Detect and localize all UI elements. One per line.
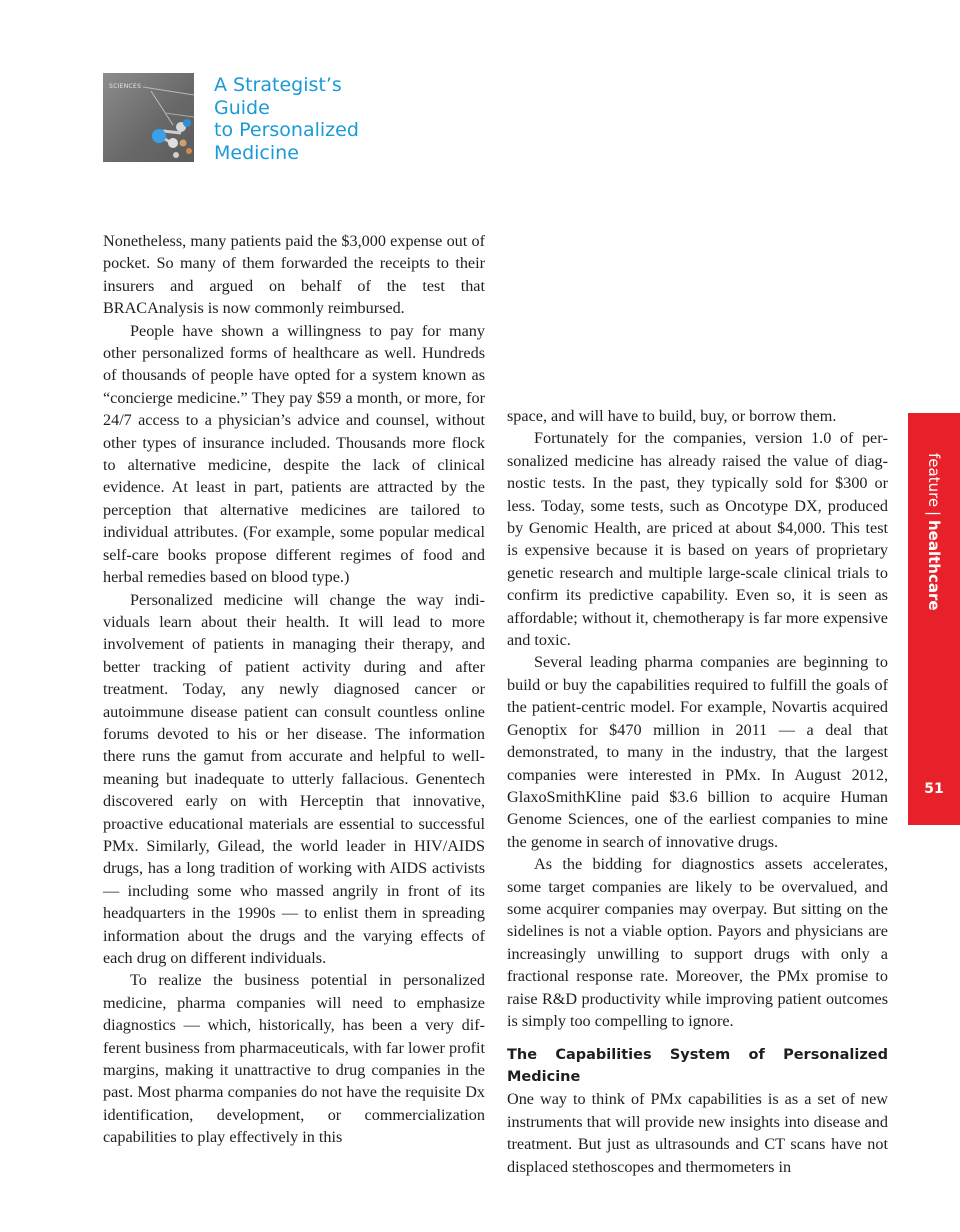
page-number: 51 [924, 781, 944, 797]
section-separator: | [925, 511, 943, 517]
body-paragraph: Nonetheless, many patients paid the $3,000 expense out of pocket. So many of them forwarded the receipts to their insurers and argued on behalf of the test that BRACAnalysis is now commonly reimbursed. [103, 232, 485, 318]
section-tab [908, 413, 960, 825]
thumbnail-label: SCIENCES [109, 83, 142, 90]
molecule-illustration [103, 73, 194, 162]
title-line: Guide [214, 96, 270, 119]
section-name: feature [925, 453, 943, 508]
body-paragraph: People have shown a willingness to pay for many other personalized forms of healthcare as well. Hundreds of thousands of people have opted for a system known as “concierge medicine.” They pay $59 a month, or more, for 24/7 access to a physician’s advice and counsel, without other types of insurance included. Thousands more flock to alternative medicine, despite the lack of clinical evidence. At least in part, patients are attracted by the perception that alternative medicines are tailored to individual attributes. (For example, some popular medical self-care books propose different regimes of food and herbal remedies based on blood type.) [103, 321, 485, 587]
body-paragraph: Several leading pharma companies are beginning to build or buy the capabilities required to fulfill the goals of the patient-centric model. For example, Novartis acquired Genoptix for $470 million in 2011 — a deal that demonstrated, to many in the industry, that the largest companies were interested in PMx. In August 2012, GlaxoSmithKline paid $3.6 billion to acquire Human Genome Sciences, one of the earliest companies to mine the genome in search of innovative drugs. [507, 653, 888, 851]
left-column [103, 230, 485, 1149]
body-paragraph: One way to think of PMx capabilities is as a set of new instruments that will provide new insights into disease and treatment. But just as ultrasounds and CT scans have not displaced stethoscopes and thermometers in [507, 1090, 888, 1176]
title-line: Medicine [214, 141, 299, 164]
title-line: to Personalized [214, 119, 359, 141]
title-line: A Strategist’s [214, 74, 342, 96]
article-thumbnail [103, 73, 194, 162]
body-paragraph: Fortunately for the companies, version 1.0 of personalized medicine has already raised the value of diagnostic tests. In the past, they typically sold for $300 or less. Today, some tests, such as Oncotype DX, produced by Genomic Health, are priced at about $4,000. This test is expensive because it is based on years of proprietary genetic research and multiple large-scale clinical trials to confirm its predictive capability. Even so, it is seen as affordable; without it, chemotherapy is far more expensive and toxic. [507, 429, 888, 650]
body-paragraph: space, and will have to build, buy, or borrow them. [507, 407, 837, 425]
section-tab-label [908, 453, 960, 633]
section-topic: healthcare [925, 520, 943, 611]
body-paragraph: As the bidding for diagnostics assets accelerates, some target companies are likely to be overvalued, and some acquirer companies may overpay. But sitting on the sidelines is not a viable option. Payors and physicians are increasingly unwilling to support drugs with only a fractional response rate. Moreover, the PMx promise to raise R&D productivity while improving patient outcomes is simply too compelling to ignore. [507, 855, 888, 1030]
body-paragraph: To realize the business potential in personalized medicine, pharma companies will need to emphasize diagnostics — which, historically, has been a very different business from pharmaceuticals, with far lower profit margins, making it unattractive to drug companies in the past. Most pharma companies do not have the requisite Dx identification, development, or commercialization capabilities to play effectively in this [103, 971, 485, 1147]
section-subheading: The Capabilities System of Personalized Medicine [507, 1047, 888, 1086]
article-title [214, 74, 414, 164]
right-column [507, 405, 888, 1178]
body-paragraph: Personalized medicine will change the way individuals learn about their health. It will lead to more involvement of patients in managing their therapy, and better tracking of patient activity during and after treatment. Today, any newly diagnosed cancer or autoimmune disease patient can consult countless online forums devoted to his or her disease. The information there runs the gamut from accurate and helpful to well-meaning but inadequate to utterly fallacious. Genentech discovered early on with Herceptin that innovative, proactive educational materials are essential to successful PMx. Similarly, Gilead, the world leader in HIV/AIDS drugs, has a long tradition of working with AIDS activists — including some who massed angrily in front of its headquarters in the 1990s — to enlist them in spreading information about the drugs and the varying effects of each drug on different individuals. [103, 590, 485, 967]
